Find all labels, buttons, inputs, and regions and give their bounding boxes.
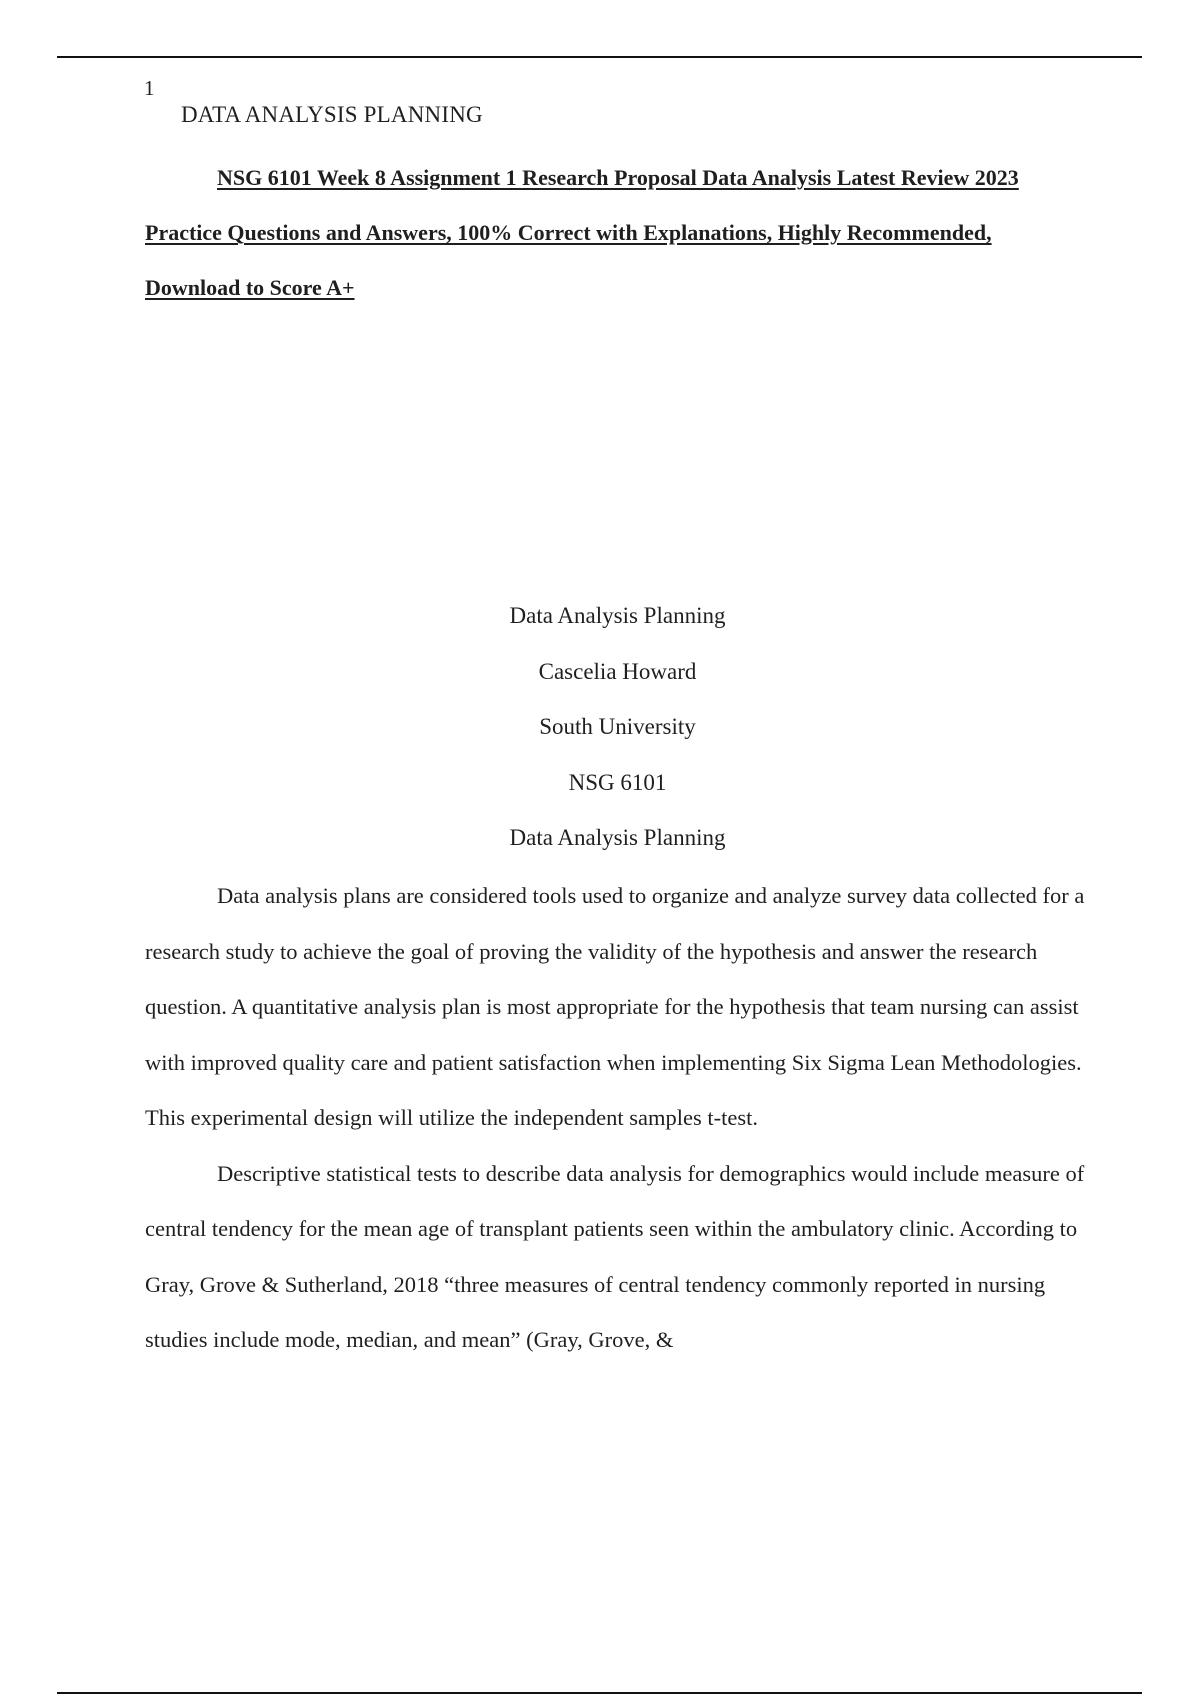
title-page [145,588,1090,866]
top-rule [57,56,1142,58]
author-name: Cascelia Howard [538,658,697,684]
document-title [145,150,1070,315]
running-head: DATA ANALYSIS PLANNING [181,102,483,127]
body-paragraph: Descriptive statistical tests to describe data analysis for demographics would include measure of central tendency for the mean age of transplant patients seen within the ambulatory clinic. According to Gray, Grove & Sutherland, 2018 “three measures of central tendency commonly reported in nursing studies include mode, median, and mean” (Gray, Grove, & [145,1160,1085,1352]
page-number: 1 [144,76,155,100]
document-title-text: NSG 6101 Week 8 Assignment 1 Research Proposal Data Analysis Latest Review 2023 Practice Questions and Answers, 100% Correct with Explanations, Highly Recommended, Download to Score A+ [145,165,1019,300]
paper-title: Data Analysis Planning [509,603,726,628]
bottom-rule [57,1692,1142,1694]
course-code: NSG 6101 [568,769,667,795]
body-text [145,868,1090,1368]
institution-name: South University [539,714,696,739]
section-heading: Data Analysis Planning [509,825,726,850]
body-paragraph: Data analysis plans are considered tools used to organize and analyze survey data collected for a research study to achieve the goal of proving the validity of the hypothesis and answer the research question. A quantitative analysis plan is most appropriate for the hypothesis that team nursing can assist with improved quality care and patient satisfaction when implementing Six Sigma Lean Methodologies. This experimental design will utilize the independent samples t-test. [145,883,1085,1130]
